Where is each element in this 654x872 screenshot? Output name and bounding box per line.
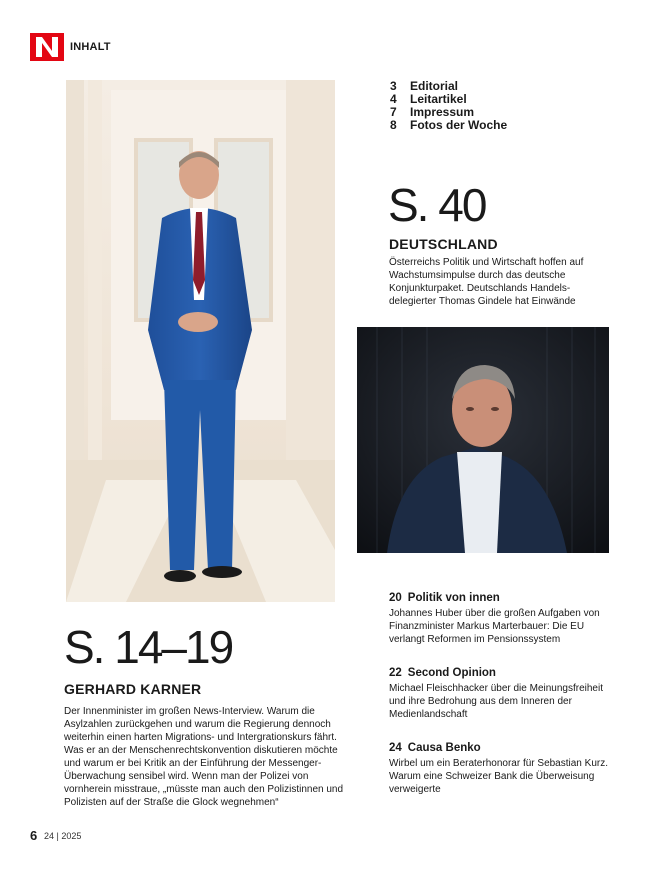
toc-page: 8 xyxy=(390,118,397,132)
article-title: Second Opinion xyxy=(407,667,496,679)
toc-page: 7 xyxy=(390,105,397,119)
page-ref-gk[interactable]: S. 14–19 xyxy=(64,621,233,673)
news-logo xyxy=(30,33,64,61)
article-teaser: Michael Fleischhacker über die Meinungsfreiheit und ihre Bedrohung aus dem Inneren der Medienlandschaft xyxy=(389,683,603,720)
toc-page: 4 xyxy=(390,92,397,106)
toc-title: Editorial xyxy=(410,79,459,93)
section-label: INHALT xyxy=(70,41,111,53)
toc-list xyxy=(390,80,507,132)
article-title: Causa Benko xyxy=(407,742,481,754)
toc-item[interactable] xyxy=(390,119,507,132)
article-page: 20 xyxy=(389,592,402,604)
article-teaser: Johannes Huber über die großen Aufgaben von Finanzminister Markus Marterbauer: Die EU verlangt Reformen im Pensionssystem xyxy=(389,608,600,645)
feature-text-de: Österreichs Politik und Wirtschaft hoffen auf Wachstumsimpulse durch das deutsche Konjunkturpaket. Deutschlands Handels-delegierter Thomas Gindele hat Einwände xyxy=(389,257,584,307)
page-ref-de[interactable]: S. 40 xyxy=(388,179,486,231)
article-item[interactable] xyxy=(389,592,619,646)
toc-title: Impressum xyxy=(410,105,475,119)
toc-page: 3 xyxy=(390,79,397,93)
page-number: 6 xyxy=(30,828,38,843)
photo-gerhard-karner xyxy=(66,80,335,602)
feature-text-gk: Der Innenminister im großen News-Interview. Warum die Asylzahlen zurückgehen und warum die Regierung dennoch weiterhin einen harten Migrations- und Intergrationskurs fährt. Was er an der Menschenrechtskonvention diskutieren möchte und warum er bei Kritik an der Einführung der Messenger-Überwachung sensibel wird. Wenn man der Polizei von vornherein misstraue, „müsste man auch den Polizistinnen und Polizisten auf der Straße die Glock wegnehmen“ xyxy=(64,706,344,808)
article-teaser: Wirbel um ein Beraterhonorar für Sebastian Kurz. Warum eine Schweizer Bank die Überweisung verweigerte xyxy=(389,758,608,795)
article-page: 24 xyxy=(389,742,402,754)
photo-markus-marterbauer xyxy=(357,327,609,553)
feature-title-de: DEUTSCHLAND xyxy=(389,236,498,252)
issue-number: 24 | 2025 xyxy=(44,831,82,841)
toc-title: Fotos der Woche xyxy=(410,118,508,132)
article-page: 22 xyxy=(389,667,402,679)
article-item[interactable] xyxy=(389,667,619,721)
toc-title: Leitartikel xyxy=(410,92,467,106)
feature-title-gk: GERHARD KARNER xyxy=(64,681,202,697)
article-title: Politik von innen xyxy=(407,592,500,604)
article-item[interactable] xyxy=(389,742,619,796)
